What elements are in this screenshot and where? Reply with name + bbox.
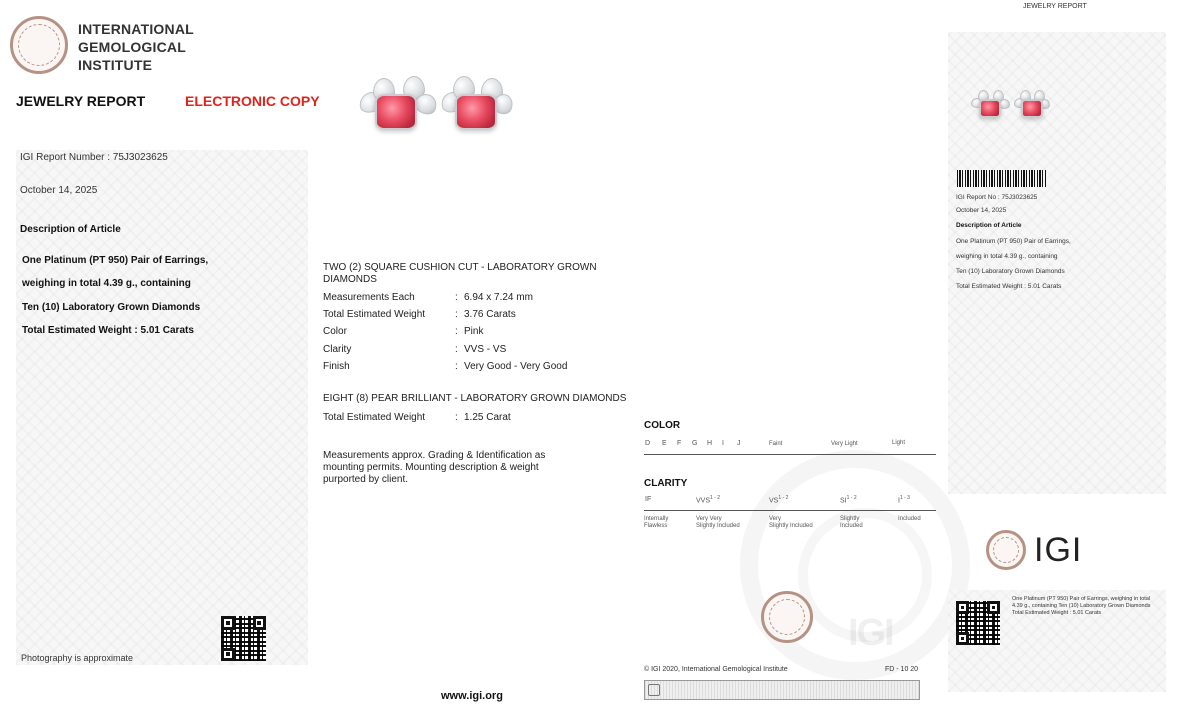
color-grade: Very Light: [831, 441, 858, 447]
detail-separator: :: [455, 292, 458, 303]
detail-value: 1.25 Carat: [464, 412, 511, 423]
report-type-title: JEWELRY REPORT: [16, 93, 146, 109]
color-grade: I: [722, 440, 724, 447]
clarity-desc: Very Very: [696, 516, 722, 522]
clarity-grade: [769, 495, 788, 504]
igi-seal-icon: [761, 591, 813, 643]
description-line: weighing in total 4.39 g., containing: [22, 278, 191, 289]
color-grade: F: [677, 440, 682, 447]
barcode-icon: [957, 170, 1047, 187]
igi-seal-icon: [10, 16, 68, 74]
photography-note: Photography is approximate: [21, 653, 134, 663]
section-heading-pear: EIGHT (8) PEAR BRILLIANT - LABORATORY GROWN DIAMONDS: [323, 393, 627, 404]
clarity-desc: Slightly: [840, 516, 860, 522]
org-name: [78, 20, 194, 74]
description-line: Ten (10) Laboratory Grown Diamonds: [22, 302, 201, 313]
detail-value: Pink: [464, 326, 484, 337]
clarity-label: VS: [769, 497, 779, 505]
igi-watermark: IGI: [848, 612, 893, 654]
measurement-note: Measurements approx. Grading & Identification as mounting permits. Mounting description & weight purported by client.: [323, 450, 546, 485]
clarity-grade: [645, 496, 651, 503]
stub-description-line: Total Estimated Weight : 5.01 Carats: [956, 283, 1062, 290]
color-grade: J: [737, 440, 741, 447]
color-grade: E: [662, 440, 667, 447]
clarity-label: IF: [645, 496, 652, 503]
detail-key: Finish: [323, 361, 350, 372]
stub-date: October 14, 2025: [956, 207, 1007, 214]
security-strip: [644, 680, 920, 700]
form-code: FD - 10 20: [885, 666, 919, 673]
clarity-label: SI: [840, 497, 847, 505]
clarity-desc: Slightly Included: [769, 523, 813, 529]
detail-key: Color: [323, 326, 347, 337]
electronic-copy-label: ELECTRONIC COPY: [185, 93, 320, 109]
clarity-sup: 1 - 3: [899, 495, 910, 501]
qr-code-icon[interactable]: [956, 601, 1000, 645]
website-link[interactable]: www.igi.org: [441, 690, 503, 702]
description-line: Total Estimated Weight : 5.01 Carats: [22, 325, 194, 336]
description-line: One Platinum (PT 950) Pair of Earrings,: [22, 255, 209, 266]
igi-logo-text: IGI: [1034, 530, 1083, 569]
detail-separator: :: [455, 412, 458, 423]
org-name-line: INSTITUTE: [78, 57, 153, 73]
detail-separator: :: [455, 326, 458, 337]
copyright-text: © IGI 2020, International Gemological Institute: [644, 666, 788, 673]
color-grade: H: [707, 440, 713, 447]
detail-separator: :: [455, 344, 458, 355]
clarity-scale-divider: [644, 510, 936, 511]
org-name-line: INTERNATIONAL: [78, 21, 194, 37]
igi-logo: [986, 530, 1082, 570]
stub-title: JEWELRY REPORT: [1023, 3, 1087, 10]
detail-value: 6.94 x 7.24 mm: [464, 292, 533, 303]
clarity-desc: Internally: [644, 516, 669, 522]
clarity-desc: Flawless: [644, 523, 668, 529]
clarity-grade: [840, 495, 857, 504]
clarity-sup: 1 - 2: [710, 495, 721, 501]
qr-code-icon[interactable]: [221, 616, 266, 661]
clarity-label: I: [898, 497, 900, 505]
color-grade: D: [645, 440, 651, 447]
report-date: October 14, 2025: [20, 185, 98, 196]
clarity-label: VVS: [696, 497, 711, 505]
stub-description-line: One Platinum (PT 950) Pair of Earrings,: [956, 238, 1071, 245]
color-scale-title: COLOR: [644, 420, 681, 431]
stub-description-heading: Description of Article: [956, 222, 1022, 229]
clarity-scale-title: CLARITY: [644, 478, 688, 489]
detail-key: Total Estimated Weight: [323, 309, 426, 320]
detail-separator: :: [455, 309, 458, 320]
detail-value: Very Good - Very Good: [464, 361, 568, 372]
clarity-grade: [696, 495, 720, 504]
clarity-sup: 1 - 2: [846, 495, 857, 501]
clarity-desc: Included: [840, 523, 863, 529]
detail-value: 3.76 Carats: [464, 309, 516, 320]
earring-image: [355, 72, 515, 134]
clarity-desc: Slightly Included: [696, 523, 740, 529]
description-heading: Description of Article: [20, 224, 121, 235]
clarity-sup: 1 - 2: [778, 495, 789, 501]
org-name-line: GEMOLOGICAL: [78, 39, 186, 55]
security-strip-icon: [648, 684, 660, 696]
detail-key: Measurements Each: [323, 292, 415, 303]
detail-separator: :: [455, 361, 458, 372]
earring-image: [969, 88, 1053, 122]
clarity-desc: Very: [769, 516, 782, 522]
stub-description-line: weighing in total 4.39 g., containing: [956, 253, 1058, 260]
detail-key: Clarity: [323, 344, 352, 355]
color-grade: Faint: [769, 441, 783, 447]
igi-seal-icon: [986, 530, 1026, 570]
clarity-grade: [898, 495, 910, 504]
stub-summary: One Platinum (PT 950) Pair of Earrings, weighing in total 4.39 g., containing Ten (10) Laboratory Grown Diamonds Total Estimated Weight : 5.01 Carats: [1012, 596, 1151, 616]
detail-key: Total Estimated Weight: [323, 412, 426, 423]
stub-report-no: IGI Report No : 75J3023625: [956, 194, 1038, 201]
detail-value: VVS - VS: [464, 344, 507, 355]
clarity-desc: Included: [898, 516, 921, 522]
stub-description-line: Ten (10) Laboratory Grown Diamonds: [956, 268, 1065, 275]
section-heading-cushion: TWO (2) SQUARE CUSHION CUT - LABORATORY GROWN DIAMONDS: [323, 262, 597, 285]
color-grade: Light: [892, 440, 906, 446]
color-grade: G: [692, 440, 698, 447]
report-number: IGI Report Number : 75J3023625: [20, 152, 168, 163]
color-scale-divider: [644, 454, 936, 455]
